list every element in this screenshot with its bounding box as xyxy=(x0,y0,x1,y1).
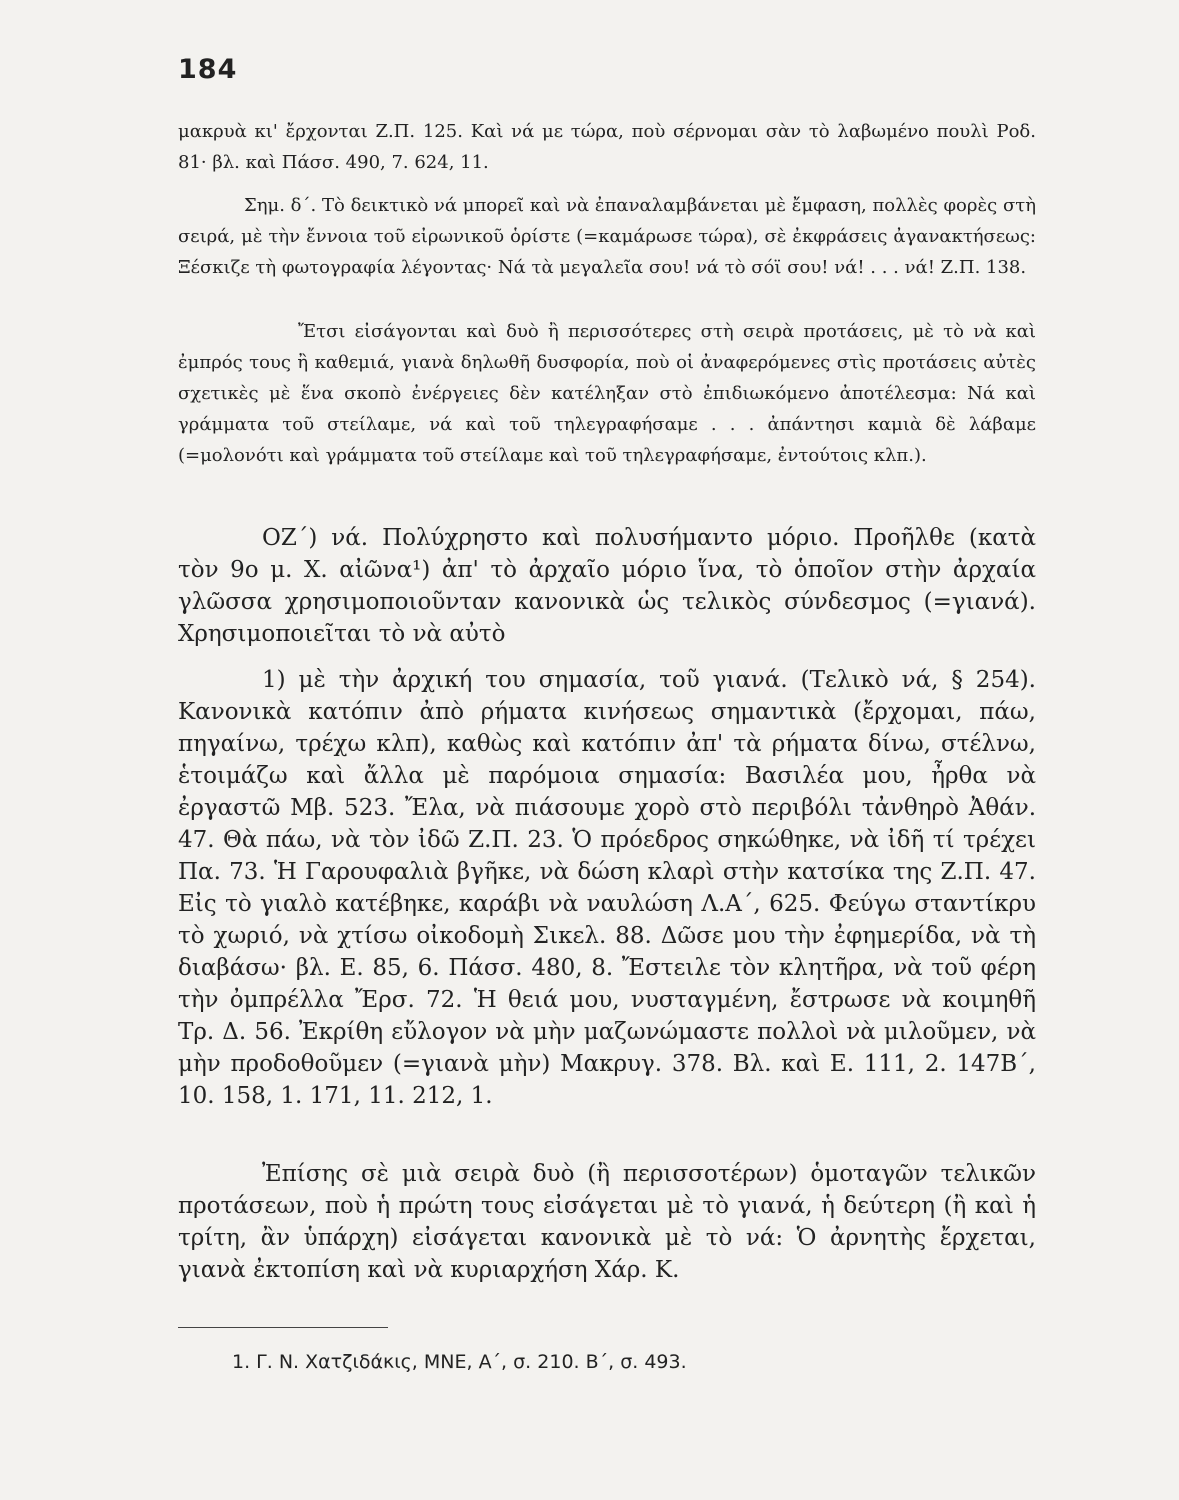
paragraph-episis: Ἐπίσης σὲ μιὰ σειρὰ δυὸ (ἢ περισσοτέρων) ὁμοταγῶν τελικῶν προτάσεων, ποὺ ἡ πρώτη τους εἰσάγεται μὲ τὸ γιανά, ἡ δεύτερη (ἢ καὶ ἡ τρίτη, ἂν ὑπάρχη) εἰσάγεται κανονικὰ μὲ τὸ νά: Ὁ ἀρνητὴς ἔρχεται, γιανὰ ἐκτοπίση καὶ νὰ κυριαρχήση Χάρ. Κ. xyxy=(178,1161,1036,1283)
paragraph-continuation: μακρυὰ κι' ἔρχονται Ζ.Π. 125. Καὶ νά με τώρα, ποὺ σέρνομαι σὰν τὸ λαβωμένο πουλὶ Ροδ. 81· βλ. καὶ Πάσσ. 490, 7. 624, 11. xyxy=(178,121,1036,173)
footnote: 1. Γ. Ν. Χατζιδάκις, ΜΝΕ, Α΄, σ. 210. Β΄, σ. 493. xyxy=(232,1351,687,1373)
paragraph-section-oz: ΟΖ΄) νά. Πολύχρηστο καὶ πολυσήμαντο μόριο. Προῆλθε (κατὰ τὸν 9ο μ. Χ. αἰῶνα¹) ἀπ' τὸ ἀρχαῖο μόριο ἵνα, τὸ ὁποῖον στὴν ἀρχαία γλῶσσα χρησιμοποιοῦνταν κανονικὰ ὡς τελικὸς σύνδεσμος (=γιανά). Χρησιμοποιεῖται τὸ νὰ αὐτὸ xyxy=(178,525,1036,647)
paragraph-usage-1: 1) μὲ τὴν ἀρχική του σημασία, τοῦ γιανά. (Τελικὸ νά, § 254). Κανονικὰ κατόπιν ἀπὸ ρήματα κινήσεως σημαντικὰ (ἔρχομαι, πάω, πηγαίνω, τρέχω κλπ), καθὼς καὶ κατόπιν ἀπ' τὰ ρήματα δίνω, στέλνω, ἑτοιμάζω καὶ ἄλλα μὲ παρόμοια σημασία: Βασιλέα μου, ἦρθα νὰ ἐργαστῶ Μβ. 523. Ἔλα, νὰ πιάσουμε χορὸ στὸ περιβόλι τἀνθηρὸ Ἀθάν. 47. Θὰ πάω, νὰ τὸν ἰδῶ Ζ.Π. 23. Ὁ πρόεδρος σηκώθηκε, νὰ ἰδῆ τί τρέχει Πα. 73. Ἡ Γαρουφαλιὰ βγῆκε, νὰ δώση κλαρὶ στὴν κατσίκα της Ζ.Π. 47. Εἰς τὸ γιαλὸ κατέβηκε, καράβι νὰ ναυλώση Λ.Α΄, 625. Φεύγω σταντίκρυ τὸ χωριό, νὰ χτίσω οἰκοδομὴ Σικελ. 88. Δῶσε μου τὴν ἐφημερίδα, νὰ τὴ διαβάσω· βλ. Ε. 85, 6. Πάσσ. 480, 8. Ἔστειλε τὸν κλητῆρα, νὰ τοῦ φέρη τὴν ὀμπρέλλα Ἔρσ. 72. Ἡ θειά μου, νυσταγμένη, ἔστρωσε νὰ κοιμηθῆ Τρ. Δ. 56. Ἐκρίθη εὔλογον νὰ μὴν μαζωνώμαστε πολλοὶ νὰ μιλοῦμεν, νὰ μὴν προδοθοῦμεν (=γιανὰ μὴν) Μακρυγ. 378. Βλ. καὶ Ε. 111, 2. 147Β΄, 10. 158, 1. 171, 11. 212, 1. xyxy=(178,667,1036,1109)
paragraph-etsi: Ἔτσι εἰσάγονται καὶ δυὸ ἢ περισσότερες στὴ σειρὰ προτάσεις, μὲ τὸ νὰ καὶ ἐμπρός τους ἢ καθεμιά, γιανὰ δηλωθῆ δυσφορία, ποὺ οἱ ἀναφερόμενες στὶς προτάσεις αὐτὲς σχετικὲς μὲ ἕνα σκοπὸ ἐνέργειες δὲν κατέληξαν στὸ ἐπιδιωκόμενο ἀποτέλεσμα: Νά καὶ γράμματα τοῦ στείλαμε, νά καὶ τοῦ τηλεγραφήσαμε . . . ἀπάντησι καμιὰ δὲ λάβαμε (=μολονότι καὶ γράμματα τοῦ στείλαμε καὶ τοῦ τηλεγραφήσαμε, ἐντούτοις κλπ.). xyxy=(178,321,1036,466)
footnote-divider xyxy=(178,1327,388,1328)
page-number: 184 xyxy=(178,54,238,85)
paragraph-note-d: Σημ. δ΄. Τὸ δεικτικὸ νά μπορεῖ καὶ νὰ ἐπαναλαμβάνεται μὲ ἔμφαση, πολλὲς φορὲς στὴ σειρά, μὲ τὴν ἔννοια τοῦ εἰρωνικοῦ ὁρίστε (=καμάρωσε τώρα), σὲ ἐκφράσεις ἀγανακτήσεως: Ξέσκιζε τὴ φωτογραφία λέγοντας· Νά τὰ μεγαλεῖα σου! νά τὸ σόϊ σου! νά! . . . νά! Ζ.Π. 138. xyxy=(178,195,1036,278)
